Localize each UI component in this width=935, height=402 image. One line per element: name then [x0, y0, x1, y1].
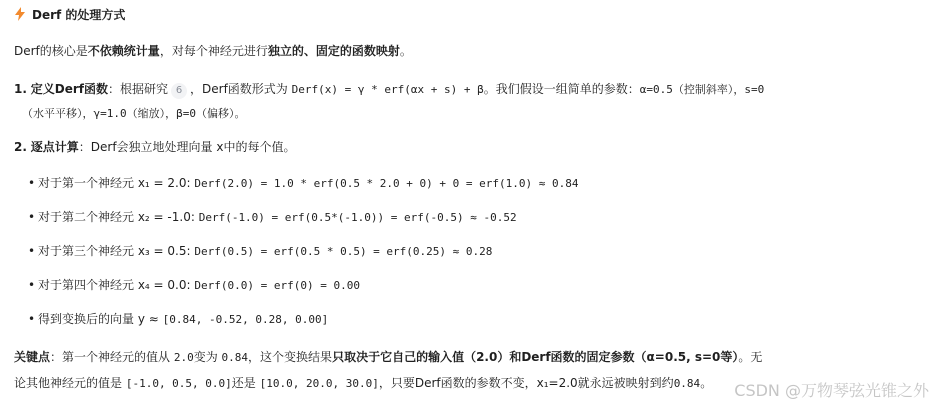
- list-item: • 对于第四个神经元 x₄ = 0.0: Derf(0.0) = erf(0) = 0.00: [28, 278, 360, 292]
- heading-text: Derf 的处理方式: [32, 8, 126, 22]
- keypoint-emphasis: 只取决于它自己的输入值（2.0）和Derf函数的固定参数（α=0.5, s=0等）: [332, 350, 739, 364]
- emphasis-independent-mapping: 独立的、固定的函数映射: [267, 44, 400, 58]
- step1-line2: [22, 104, 245, 123]
- lightning-bolt-icon: [14, 7, 26, 21]
- list-item: • 对于第二个神经元 x₂ = -1.0: Derf(-1.0) = erf(0.5*(-1.0)) = erf(-0.5) ≈ -0.52: [28, 210, 517, 224]
- list-item: • 对于第三个神经元 x₃ = 0.5: Derf(0.5) = erf(0.5 * 0.5) = erf(0.25) ≈ 0.28: [28, 244, 493, 258]
- params-part2: （水平平移），γ=1.0（缩放），β=0（偏移）。: [22, 107, 246, 120]
- watermark: CSDN @万物琴弦光锥之外: [734, 381, 929, 400]
- intro-paragraph: Derf的核心是不依赖统计量，对每个神经元进行独立的、固定的函数映射。: [14, 44, 412, 58]
- step1-line1: 1. 定义Derf函数：根据研究 6 ，Derf函数形式为 Derf(x) = γ * erf(αx + s) + β。我们假设一组简单的参数：α=0.5（控制斜率），s=0: [14, 80, 764, 99]
- section-heading: [14, 6, 125, 24]
- step1-title: 定义Derf函数: [30, 82, 108, 96]
- citation-badge[interactable]: 6: [171, 83, 187, 99]
- list-item: • 对于第一个神经元 x₁ = 2.0: Derf(2.0) = 1.0 * erf(0.5 * 2.0 + 0) + 0 = erf(1.0) ≈ 0.84: [28, 176, 579, 190]
- emphasis-no-statistics: 不依赖统计量: [87, 44, 160, 58]
- step2-title: 逐点计算: [30, 140, 79, 154]
- keypoint-line1: 关键点：第一个神经元的值从 2.0变为 0.84，这个变换结果只取决于它自己的输入值（2.0）和Derf函数的固定参数（α=0.5, s=0等）。无: [14, 350, 763, 364]
- list-item: • 得到变换后的向量 y ≈ [0.84, -0.52, 0.28, 0.00]: [28, 312, 329, 326]
- keypoint-line2: 论其他神经元的值是 [-1.0, 0.5, 0.0]还是 [10.0, 20.0, 30.0]，只要Derf函数的参数不变，x₁=2.0就永远被映射到约0.84。: [14, 376, 713, 390]
- derf-formula: Derf(x) = γ * erf(αx + s) + β: [291, 83, 484, 96]
- step2-line: 2. 逐点计算：Derf会独立地处理向量 x中的每个值。: [14, 140, 296, 154]
- keypoint-title: 关键点: [14, 350, 51, 364]
- params-part1: α=0.5（控制斜率），s=0: [639, 83, 765, 96]
